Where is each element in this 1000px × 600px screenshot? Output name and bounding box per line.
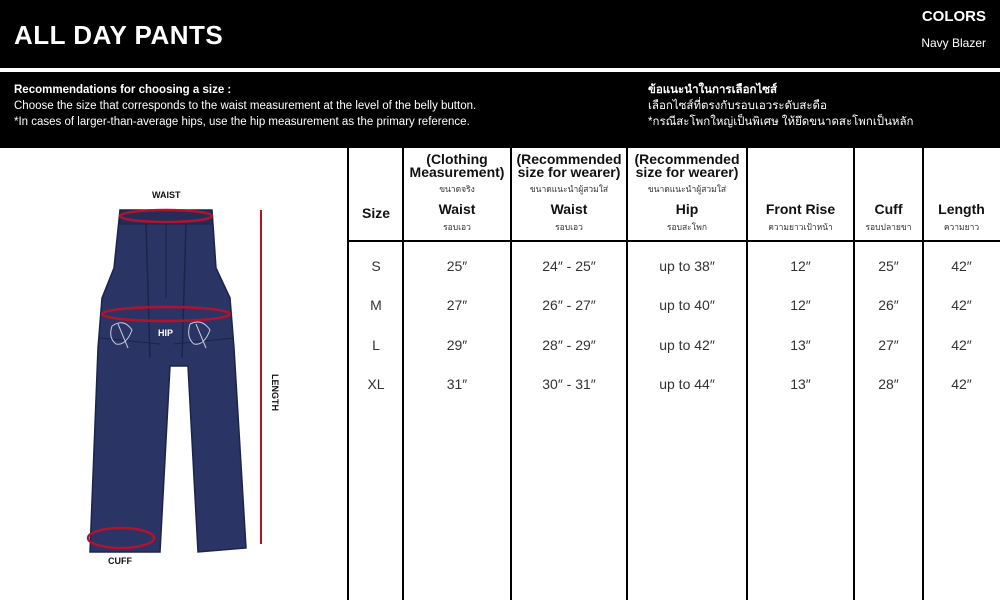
table-cell: 13″ [790,376,811,392]
table-column [627,148,747,600]
column-sub-heading: (Clothing Measurement) [409,151,505,180]
table-cell: 28″ - 29″ [542,337,596,353]
column-heading: Front Rise [765,201,836,217]
table-cell: 12″ [790,297,811,313]
column-sub-heading-thai: ขนาดจริง [439,184,475,194]
recommendation-th [648,82,914,130]
table-cell: 27″ [446,297,468,313]
recommendation-en [14,82,476,130]
pants-illustration [0,148,347,600]
column-heading-thai: ความยาวเป้าหน้า [768,222,833,232]
recommendation-th-title: ข้อแนะนำในการเลือกไซส์ [648,84,778,96]
table-cell: XL [367,376,385,392]
table-cell: S [371,258,381,274]
recommendation-panel [0,72,1000,148]
length-label: LENGTH [270,374,280,411]
colors-label: COLORS [921,8,986,25]
column-header [854,148,923,240]
page-title: ALL DAY PANTS [14,20,224,50]
table-cell: 26″ - 27″ [542,297,596,313]
table-cell: 26″ [878,297,899,313]
table-cell: 42″ [951,258,972,274]
table-column [511,148,627,600]
table-column [923,148,1000,600]
column-sub-heading-thai: ขนาดแนะนำผู้สวมใส่ [647,184,727,194]
table-cell: 13″ [790,337,811,353]
column-sub-heading: (Recommended size for wearer) [516,151,622,180]
table-column [747,148,854,600]
table-cell: M [370,297,382,313]
column-header [511,148,627,240]
column-header [403,148,511,240]
table-cell: up to 42″ [659,337,715,353]
column-heading: Cuff [874,201,903,217]
table-cell: 25″ [446,258,468,274]
recommendation-en-title: Recommendations for choosing a size : [14,84,232,96]
column-heading-thai: รอบเอว [443,222,471,232]
table-column [403,148,511,600]
table-column [854,148,923,600]
pants-diagram [0,148,347,600]
table-cell: 42″ [951,297,972,313]
table-cell: 25″ [878,258,899,274]
table-cell: 24″ - 25″ [542,258,596,274]
column-header [747,148,854,240]
column-heading: Waist [438,201,476,217]
column-heading: Size [361,205,390,221]
table-cell: 42″ [951,337,972,353]
waist-label: WAIST [152,190,181,200]
column-heading-thai: รอบสะโพก [666,222,708,232]
cuff-label: CUFF [108,556,132,566]
recommendation-en-line: *In cases of larger-than-average hips, use the hip measurement as the primary reference. [14,116,470,128]
table-cell: up to 38″ [659,258,715,274]
colors-value: Navy Blazer [921,36,986,50]
column-heading: Waist [550,201,588,217]
table-cell: 31″ [446,376,468,392]
table-cell: 27″ [878,337,899,353]
column-heading-thai: ความยาว [943,222,980,232]
table-cell: L [372,337,380,353]
table-cell: up to 44″ [659,376,715,392]
column-heading: Length [938,201,985,217]
header-bar [0,0,1000,68]
column-sub-heading-thai: ขนาดแนะนำผู้สวมใส่ [529,184,609,194]
table-cell: 12″ [790,258,811,274]
recommendation-en-line: Choose the size that corresponds to the waist measurement at the level of the belly button. [14,100,477,112]
column-header [923,148,1000,240]
recommendation-th-line: *กรณีสะโพกใหญ่เป็นพิเศษ ให้ยึดขนาดสะโพกเป็นหลัก [648,116,914,128]
column-header [627,148,747,240]
pants-body [90,210,246,552]
column-sub-heading: (Recommended size for wearer) [634,151,740,180]
hip-label: HIP [158,328,174,338]
table-cell: 28″ [878,376,899,392]
table-cell: 42″ [951,376,972,392]
column-header [349,148,403,240]
size-table [347,148,1000,600]
column-heading-thai: รอบเอว [555,222,583,232]
table-cell: up to 40″ [659,297,715,313]
table-cell: 30″ - 31″ [542,376,596,392]
table-column [349,148,403,600]
recommendation-th-line: เลือกไซส์ที่ตรงกับรอบเอวระดับสะดือ [648,100,827,112]
column-heading: Hip [675,201,699,217]
column-heading-thai [349,224,403,234]
column-heading-thai: รอบปลายขา [865,222,912,232]
table-cell: 29″ [446,337,468,353]
